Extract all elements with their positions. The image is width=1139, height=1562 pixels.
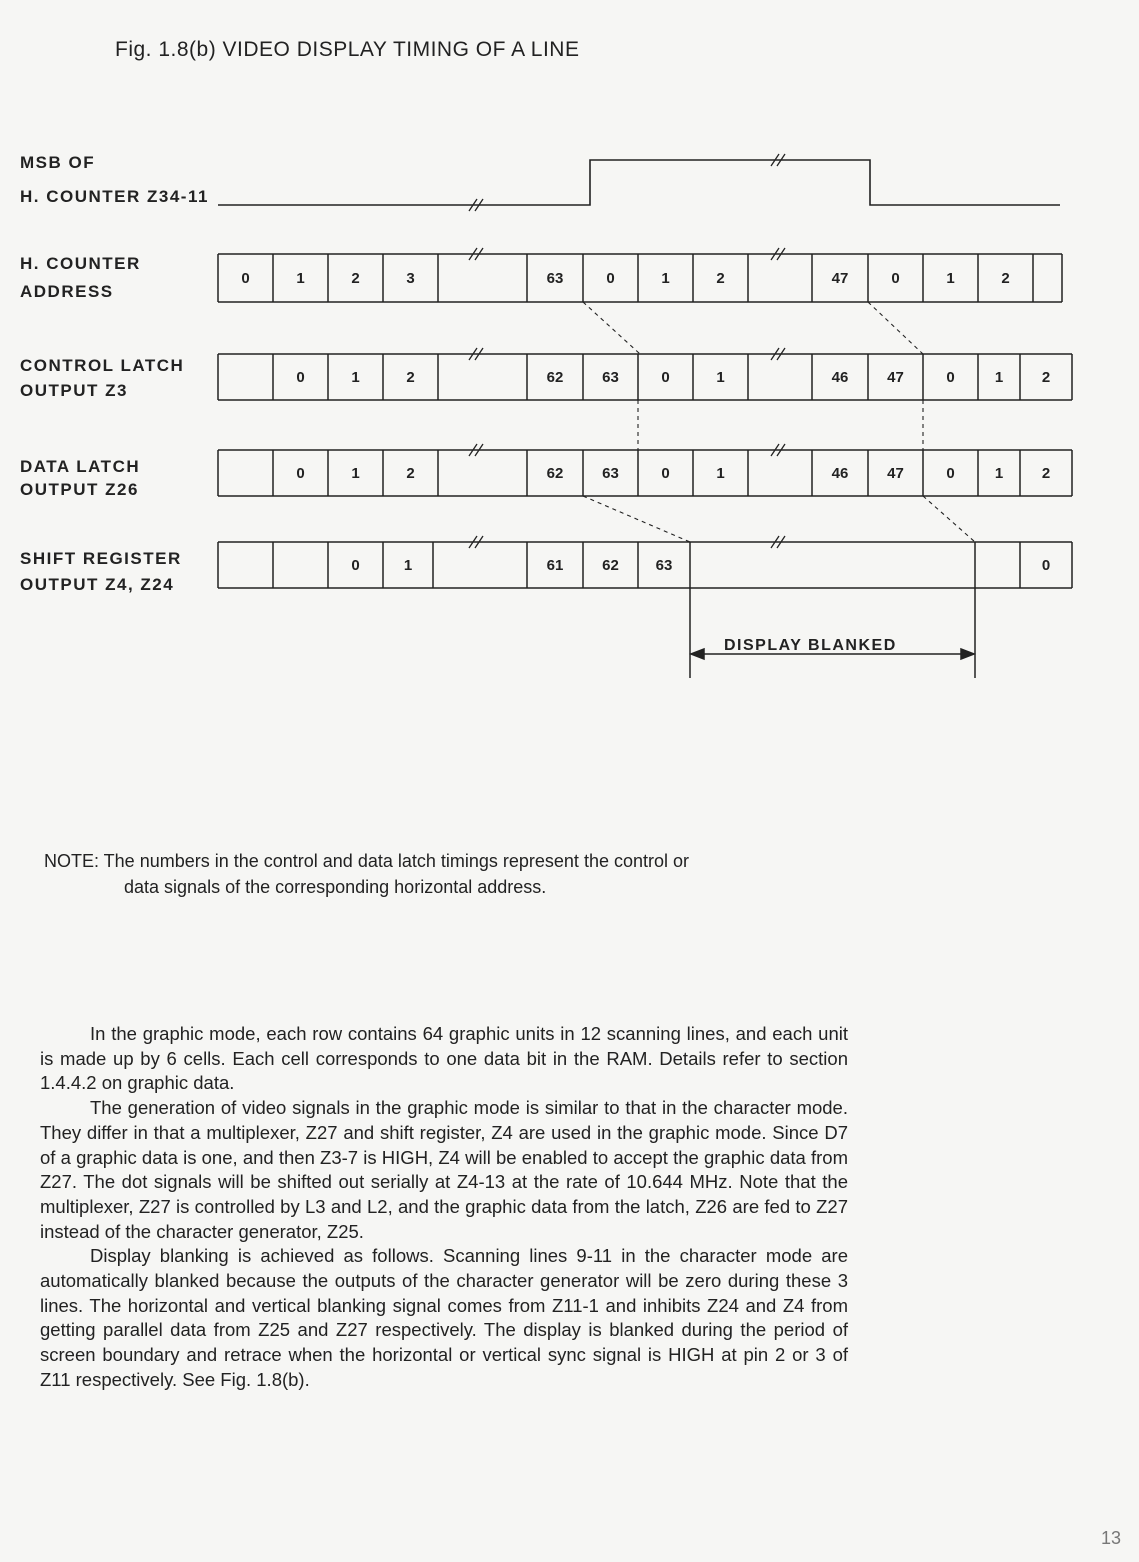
data-latch-output-cell-value: 1 bbox=[716, 465, 725, 482]
data-latch-output-cell-value: 47 bbox=[887, 465, 904, 482]
control-latch-output-cell-value: 0 bbox=[296, 369, 305, 386]
label-address: ADDRESS bbox=[20, 282, 114, 301]
breaks bbox=[469, 154, 785, 548]
data-latch-output-cell-value: 0 bbox=[661, 465, 670, 482]
control-latch-output-cell-value: 2 bbox=[1041, 369, 1051, 386]
display-blanked-arrow bbox=[690, 588, 975, 678]
label-control-latch: CONTROL LATCH bbox=[20, 356, 185, 375]
h-counter-address-cell-value: 2 bbox=[351, 270, 360, 287]
msb-waveform bbox=[218, 160, 1060, 205]
label-output-z26: OUTPUT Z26 bbox=[20, 480, 139, 499]
h-counter-address-cell-value: 2 bbox=[716, 270, 725, 287]
note-line-1: NOTE: The numbers in the control and data latch timings represent the control or bbox=[44, 851, 689, 871]
h-counter-address-cell-value: 1 bbox=[661, 270, 670, 287]
control-latch-output-cell-value: 1 bbox=[994, 369, 1004, 386]
timing-diagram bbox=[0, 0, 1139, 700]
shift-register-output-cell-value: 62 bbox=[602, 557, 619, 574]
figure-title: Fig. 1.8(b) VIDEO DISPLAY TIMING OF A LINE bbox=[115, 38, 580, 61]
h-counter-address-cell-value: 0 bbox=[891, 270, 900, 287]
control-latch-output-cell-value: 0 bbox=[946, 369, 955, 386]
label-data-latch: DATA LATCH bbox=[20, 457, 141, 476]
control-latch-output-cell-value: 1 bbox=[716, 369, 725, 386]
data-latch-output-cell-value: 2 bbox=[1041, 465, 1051, 482]
label-h-counter-z34: H. COUNTER Z34-11 bbox=[20, 187, 209, 206]
shift-register-output-cell-value: 1 bbox=[403, 557, 413, 574]
data-latch-output-cell-value: 63 bbox=[602, 465, 619, 482]
label-output-z3: OUTPUT Z3 bbox=[20, 381, 128, 400]
paragraph-display-blanking: Display blanking is achieved as follows. Scanning lines 9-11 in the character mode are automatically blanked because the outputs of the character generator will be zero during these 3 lines. The horizontal and vertical blanking signal comes from Z11-1 and inhibits Z24 and Z4 from getting parallel data from Z25 and Z27 respectively. The display is blanked during the period of screen boundary and retrace when the horizontal or vertical sync signal is HIGH at pin 2 or 3 of Z11 respectively. See Fig. 1.8(b). bbox=[40, 1245, 848, 1390]
h-counter-address-cell-value: 0 bbox=[606, 270, 615, 287]
control-latch-output-cell-value: 2 bbox=[406, 369, 415, 386]
control-latch-output-cell-value: 62 bbox=[546, 369, 564, 386]
paragraph-graphic-mode: In the graphic mode, each row contains 64 graphic units in 12 scanning lines, and each unit is made up by 6 cells. Each cell corresponds to one data bit in the RAM. Details refer to section 1.4.4.2 on graphic data. bbox=[40, 1023, 848, 1094]
control-latch-output-cell-value: 0 bbox=[661, 369, 670, 386]
shift-register-output-cell-value: 63 bbox=[655, 557, 673, 574]
data-latch-output-cell-value: 0 bbox=[946, 465, 955, 482]
control-latch-output-cell-value: 47 bbox=[887, 369, 904, 386]
data-latch-output-cell-value: 2 bbox=[406, 465, 415, 482]
label-shift-register: SHIFT REGISTER bbox=[20, 549, 182, 568]
relation-lines bbox=[583, 302, 975, 542]
h-counter-address-cell-value: 1 bbox=[296, 270, 305, 287]
h-counter-address-cell-value: 3 bbox=[406, 270, 415, 287]
shift-register-output-cell-value: 61 bbox=[546, 557, 564, 574]
paragraph-video-signals: The generation of video signals in the graphic mode is similar to that in the character mode. They differ in that a multiplexer, Z27 and shift register, Z4 are used in the graphic mode. Since D7 of a graphic data is one, and then Z3-7 is HIGH, Z4 will be enabled to accept the graphic data from Z27. The dot signals will be shifted out serially at Z4-13 at the rate of 10.644 MHz. Note that the multiplexer, Z27 is controlled by L3 and L2, and the graphic data from the latch, Z26 are fed to Z27 instead of the character generator, Z25. bbox=[40, 1097, 848, 1242]
h-counter-address-cell-value: 0 bbox=[241, 270, 250, 287]
shift-register-output-cell-value: 0 bbox=[351, 557, 360, 574]
h-counter-address-cell-value: 63 bbox=[546, 270, 564, 287]
h-counter-address-cell-value: 1 bbox=[946, 270, 955, 287]
shift-register-output-cell-value: 0 bbox=[1041, 557, 1051, 574]
data-latch-output-cell-value: 1 bbox=[994, 465, 1004, 482]
h-counter-address-cell-value: 47 bbox=[831, 270, 849, 287]
control-latch-output-cell-value: 63 bbox=[602, 369, 619, 386]
note-line-2: data signals of the corresponding horizontal address. bbox=[124, 877, 547, 897]
label-msb-of: MSB OF bbox=[20, 153, 96, 172]
data-latch-output-cell-value: 0 bbox=[296, 465, 305, 482]
control-latch-output-cell-value: 46 bbox=[831, 369, 849, 386]
data-latch-output-cell-value: 62 bbox=[546, 465, 564, 482]
control-latch-output-cell-value: 1 bbox=[351, 369, 360, 386]
label-h-counter: H. COUNTER bbox=[20, 254, 141, 273]
data-latch-output-cell-value: 46 bbox=[831, 465, 849, 482]
page-number: 13 bbox=[1100, 1528, 1121, 1548]
data-latch-output-cell-value: 1 bbox=[351, 465, 360, 482]
label-output-z4-z24: OUTPUT Z4, Z24 bbox=[20, 575, 175, 594]
h-counter-address-cell-value: 2 bbox=[1001, 270, 1010, 287]
display-blanked-label: DISPLAY BLANKED bbox=[724, 637, 897, 654]
note bbox=[44, 848, 689, 900]
body-text bbox=[40, 1022, 848, 1393]
